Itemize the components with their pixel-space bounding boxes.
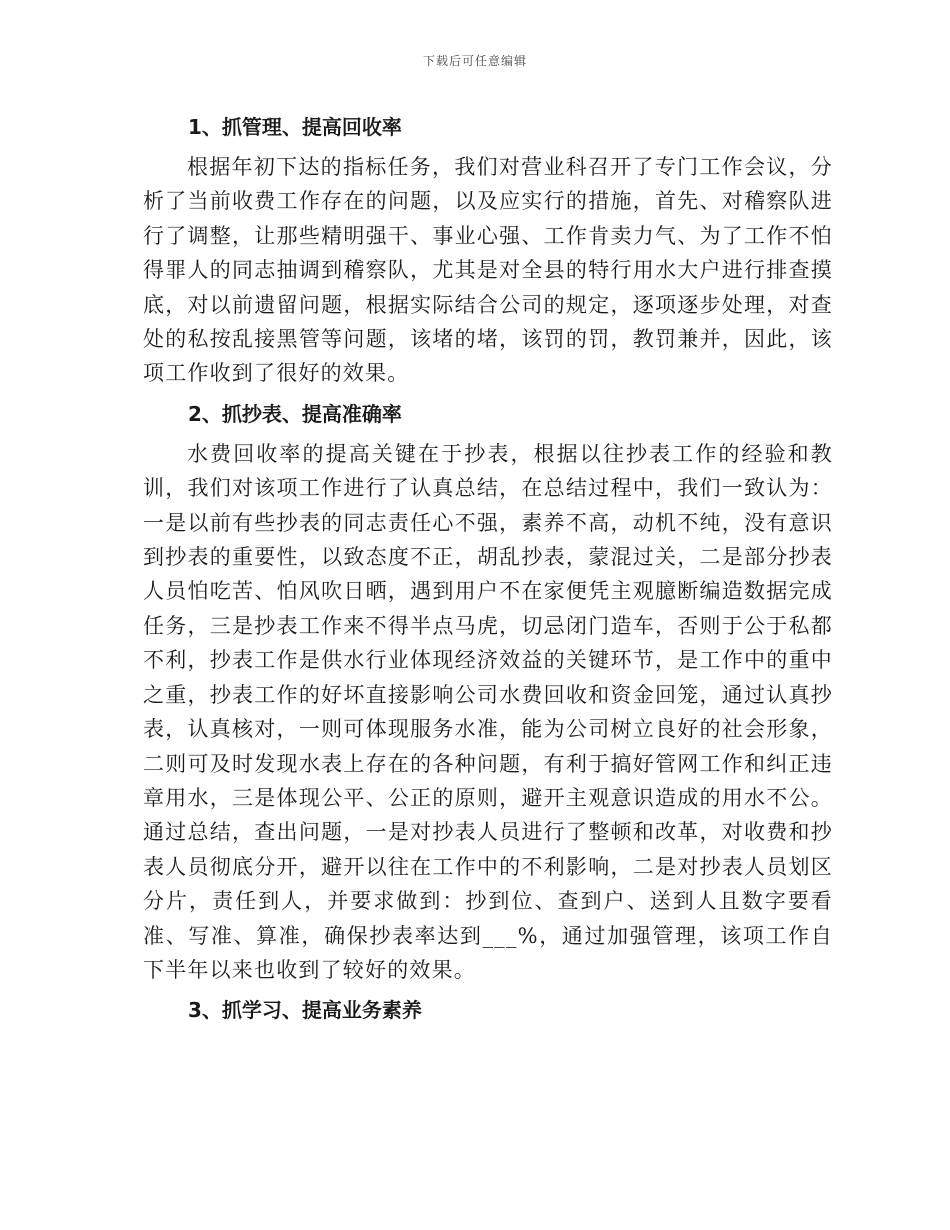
section-paragraph-2: 水费回收率的提高关键在于抄表，根据以往抄表工作的经验和教训，我们对该项工作进行了认真总结，在总结过程中，我们一致认为：一是以前有些抄表的同志责任心不强，素养不高，动机不纯，没有意识到抄表的重要性，以致态度不正，胡乱抄表，蒙混过关，二是部分抄表人员怕吃苦、怕风吹日晒，遇到用户不在家便凭主观臆断编造数据完成任务，三是抄表工作来不得半点马虎，切忌闭门造车，否则于公于私都不利，抄表工作是供水行业体现经济效益的关键环节，是工作中的重中之重，抄表工作的好坏直接影响公司水费回收和资金回笼，通过认真抄表，认真核对，一则可体现服务水准，能为公司树立良好的社会形象，二则可及时发现水表上存在的各种问题，有利于搞好管网工作和纠正违章用水，三是体现公平、公正的原则，避开主观意识造成的用水不公。通过总结，查出问题，一是对抄表人员进行了整顿和改革，对收费和抄表人员彻底分开，避开以往在工作中的不利影响，二是对抄表人员划区分片，责任到人，并要求做到：抄到位、查到户、送到人且数字要看准、写准、算准，确保抄表率达到___%，通过加强管理，该项工作自下半年以来也收到了较好的效果。 (143, 441, 833, 982)
section-paragraph-1: 根据年初下达的指标任务，我们对营业科召开了专门工作会议，分析了当前收费工作存在的问题，以及应实行的措施，首先、对稽察队进行了调整，让那些精明强干、事业心强、工作肯卖力气、为了工作不怕得罪人的同志抽调到稽察队，尤其是对全县的特行用水大户进行排查摸底，对以前遗留问题，根据实际结合公司的规定，逐项逐步处理，对查处的私按乱接黑管等问题，该堵的堵，该罚的罚，教罚兼并，因此，该项工作收到了很好的效果。 (143, 155, 833, 386)
section-heading-3: 3、抓学习、提高业务素养 (188, 998, 422, 1023)
section-heading-1: 1、抓管理、提高回收率 (188, 115, 402, 139)
document-body (143, 112, 833, 1033)
page-header: 下载后可任意编辑 (422, 54, 527, 68)
section-heading-2: 2、抓抄表、提高准确率 (188, 401, 402, 426)
